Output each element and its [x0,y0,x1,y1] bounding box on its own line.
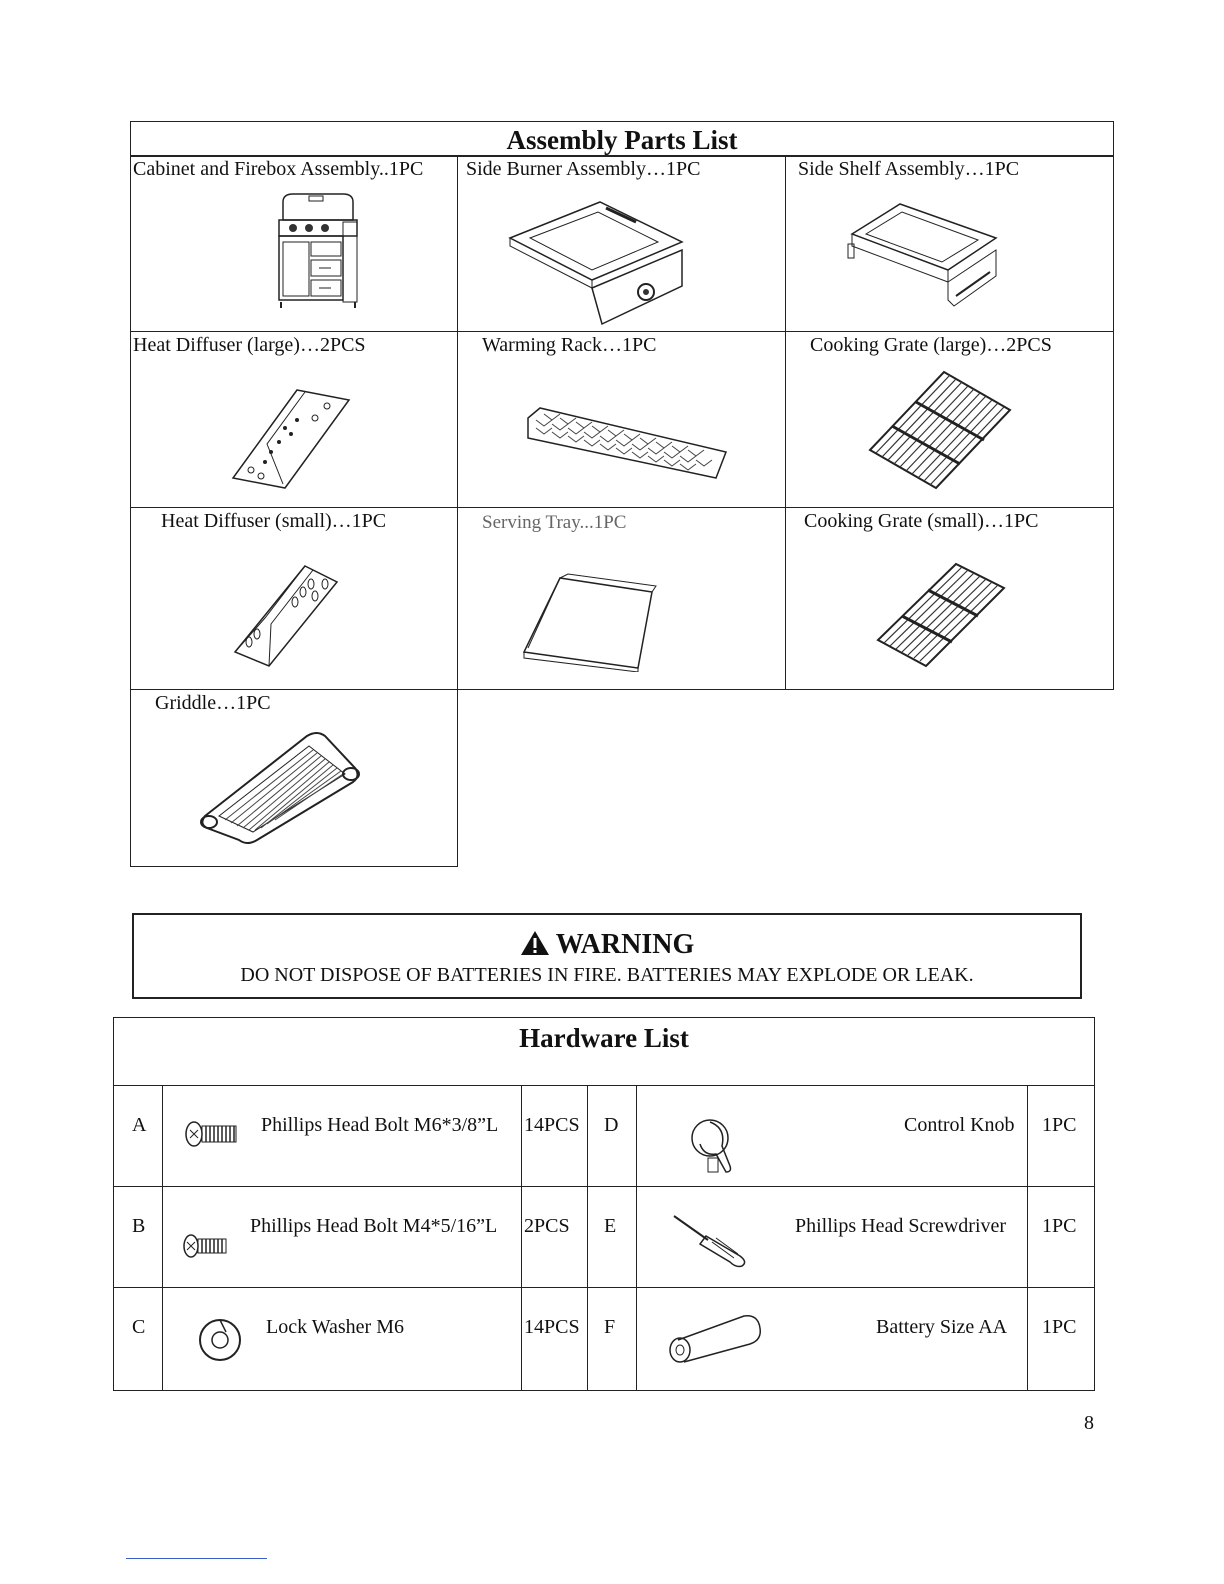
part-heat-diffuser-small [130,507,458,690]
part-griddle [130,689,458,867]
hardware-qty: 1PC [1042,1114,1077,1136]
hardware-qty: 2PCS [524,1215,570,1237]
hardware-list [113,1017,1095,1391]
side-shelf-icon [846,200,1002,310]
assembly-parts-title: Assembly Parts List [130,121,1114,157]
hardware-letter: F [604,1316,616,1338]
warning-heading-text: WARNING [555,929,695,960]
part-side-shelf [785,155,1114,332]
hardware-col-divider [162,1085,163,1390]
hardware-qty: 1PC [1042,1316,1077,1338]
hardware-name: Phillips Head Screwdriver [795,1215,1007,1237]
part-label: Side Burner Assembly…1PC [466,158,701,180]
part-cooking-grate-small [785,507,1114,690]
hardware-list-title: Hardware List [519,1023,689,1053]
hardware-qty: 1PC [1042,1215,1077,1237]
hardware-row-divider [114,1085,1094,1086]
part-cooking-grate-large [785,331,1114,508]
hardware-qty: 14PCS [524,1316,580,1338]
warning-box [132,913,1082,999]
hardware-name: Lock Washer M6 [266,1316,404,1338]
part-label: Side Shelf Assembly…1PC [798,158,1020,180]
page-number: 8 [1084,1412,1094,1434]
hardware-col-divider [521,1085,522,1390]
hardware-name: Control Knob [904,1114,1015,1136]
cooking-grate-large-icon [864,368,1014,492]
heat-diffuser-small-icon [229,562,339,672]
battery-icon [664,1310,764,1364]
hardware-col-divider [1027,1085,1028,1390]
heat-diffuser-large-icon [227,384,357,494]
side-burner-icon [506,198,692,328]
hardware-qty: 14PCS [524,1114,580,1136]
warning-text: DO NOT DISPOSE OF BATTERIES IN FIRE. BATTERIES MAY EXPLODE OR LEAK. [240,964,974,986]
hardware-col-divider [587,1085,588,1390]
hardware-name: Phillips Head Bolt M4*5/16”L [250,1215,498,1237]
hardware-letter: D [604,1114,619,1136]
warning-heading [134,929,1080,961]
part-serving-tray [457,507,786,690]
part-label: Cooking Grate (small)…1PC [804,510,1039,532]
lock-washer-icon [196,1314,246,1364]
part-label: Heat Diffuser (large)…2PCS [133,334,366,356]
assembly-parts-list [130,121,1114,867]
warning-triangle-icon [520,930,550,956]
part-warming-rack [457,331,786,508]
grill-cabinet-icon [273,190,363,310]
hardware-letter: E [604,1215,617,1237]
part-label: Cabinet and Firebox Assembly..1PC [133,158,424,180]
part-label: Serving Tray...1PC [482,512,627,533]
warming-rack-icon [522,404,732,484]
screwdriver-icon [670,1212,750,1268]
serving-tray-icon [520,572,660,672]
hardware-name: Phillips Head Bolt M6*3/8”L [261,1114,499,1136]
part-cabinet-firebox [130,155,458,332]
control-knob-icon [686,1114,742,1178]
part-label: Heat Diffuser (small)…1PC [161,510,387,532]
hardware-letter: C [132,1316,146,1338]
part-label: Warming Rack…1PC [482,334,657,356]
griddle-icon [195,728,365,848]
hardware-letter: A [132,1114,147,1136]
part-label: Griddle…1PC [155,692,271,714]
part-heat-diffuser-large [130,331,458,508]
footer-rule [126,1558,267,1559]
hardware-letter: B [132,1215,146,1237]
bolt-small-icon [182,1230,230,1260]
hardware-row-divider [114,1186,1094,1187]
bolt-icon [184,1118,240,1148]
hardware-col-divider [636,1085,637,1390]
hardware-name: Battery Size AA [876,1316,1008,1338]
cooking-grate-small-icon [872,560,1012,680]
part-side-burner [457,155,786,332]
hardware-row-divider [114,1287,1094,1288]
part-label: Cooking Grate (large)…2PCS [810,334,1052,356]
